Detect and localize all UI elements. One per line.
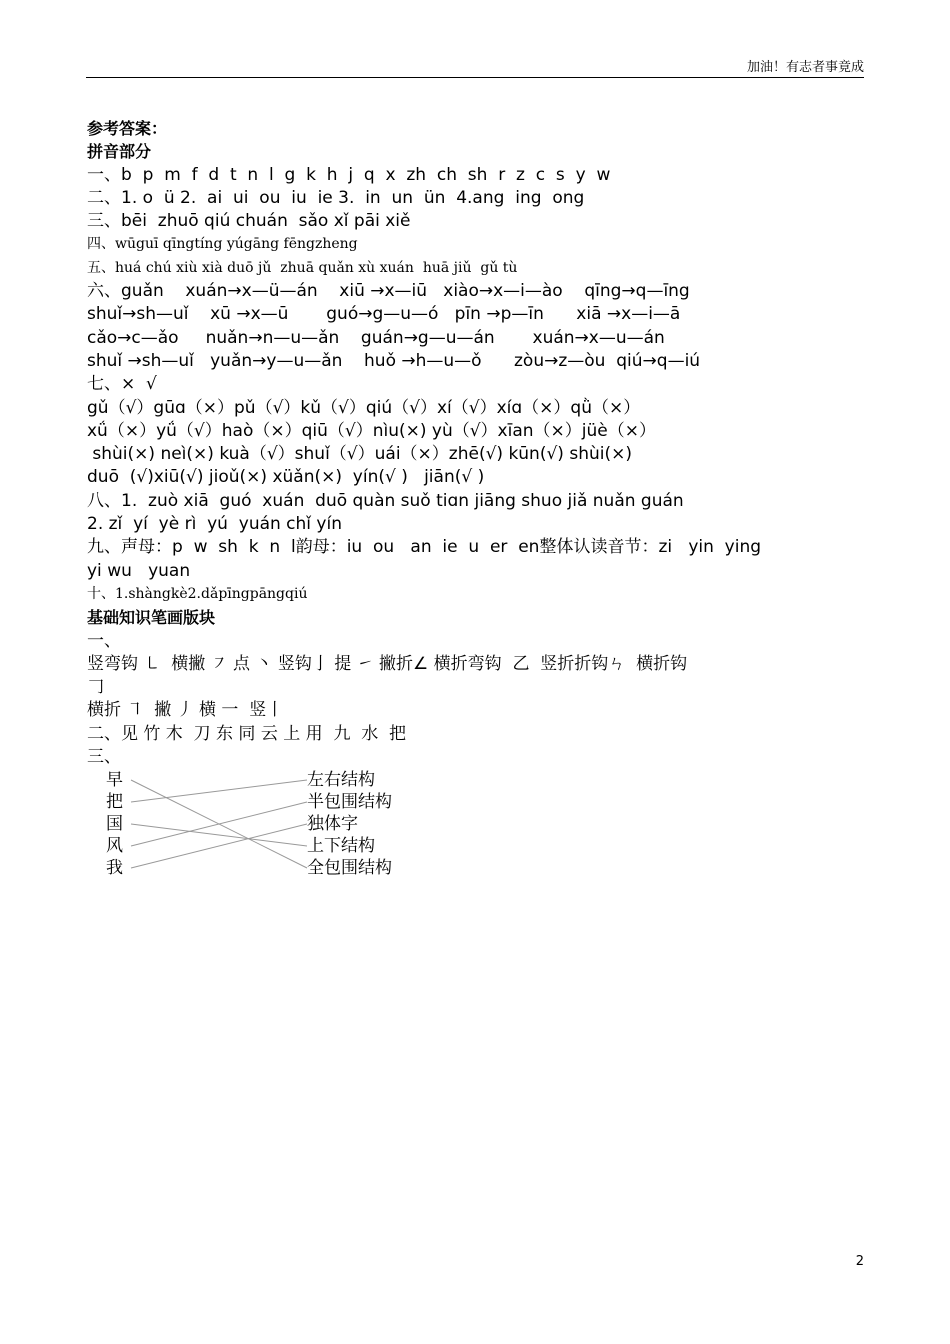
answer-line: 四、wūguī qīngtíng yúgāng fēngzheng xyxy=(87,236,358,253)
answer-line: 二、1. o ü 2. ai ui ou iu ie 3. in un ün 4.ang ing ong xyxy=(87,187,585,208)
match-character: 国 xyxy=(106,814,123,835)
section-heading-pinyin: 拼音部分 xyxy=(87,142,152,162)
matching-lines xyxy=(87,769,327,879)
answer-line: xǘ（×）yǘ（√）haò（×）qiū（√）nìu(×) yù（√）xīan（×）jüè（×） xyxy=(87,420,656,441)
answer-line: gǔ（√）gūɑ（×）pǔ（√）kǔ（√）qiú（√）xí（√）xíɑ（×）qǜ（×） xyxy=(87,397,641,418)
section-title: 参考答案： xyxy=(87,119,168,138)
structure-column xyxy=(307,769,392,879)
answer-line: cǎo→c—ǎo nuǎn→n—u—ǎn guán→g—u—án xuán→x—u—án xyxy=(87,327,665,348)
match-line xyxy=(131,824,307,868)
answer-line: 2. zǐ yí yè rì yú yuán chǐ yín xyxy=(87,514,342,535)
answer-line: 二、见 竹 木 刀 东 同 云 上 用 九 水 把 xyxy=(87,723,407,744)
answer-line: 一、b p m f d t n l g k h j q x zh ch sh r z c s y w xyxy=(87,164,611,185)
match-structure: 半包围结构 xyxy=(307,792,392,813)
match-structure: 上下结构 xyxy=(307,836,375,857)
answer-line: shuǐ→sh—uǐ xū →x—ū guó→g—u—ó pīn →p—īn xiā →x—i—ā xyxy=(87,304,681,325)
answer-line: 七、× √ xyxy=(87,374,157,395)
answer-line: shùi(×) neì(×) kuà（√）shuǐ（√）uái（×）zhē(√) kūn(√) shùi(×) xyxy=(87,444,632,465)
answer-line: duō (√)xiū(√) jioǔ(×) xüǎn(×) yín(√ ) jiān(√ ) xyxy=(87,467,485,488)
match-line xyxy=(131,824,307,846)
match-character: 我 xyxy=(106,858,123,879)
answer-line: 八、1. zuò xiā guó xuán duō quàn suǒ tiɑn jiāng shuo jiǎ nuǎn guán xyxy=(87,490,684,511)
match-character: 把 xyxy=(106,792,123,813)
matching-exercise xyxy=(87,769,867,879)
match-structure: 全包围结构 xyxy=(307,858,392,879)
answer-line: 𠃌 xyxy=(87,677,104,698)
match-structure: 左右结构 xyxy=(307,770,375,791)
answer-line: 九、声母：p w sh k n l韵母：iu ou an ie u er en整体认读音节：zi yin ying xyxy=(87,537,762,558)
answer-line: shuǐ →sh—uǐ yuǎn→y—u—ǎn huǒ →h—u—ǒ zòu→z—òu qiú→q—iú xyxy=(87,350,701,371)
answer-line: 十、1.shàngkè2.dǎpīngpāngqiú xyxy=(87,585,308,602)
section-heading-strokes: 基础知识笔画版块 xyxy=(87,608,216,628)
answer-line: 五、huá chú xiù xià duō jǔ zhuā quǎn xù xuán huā jiǔ gǔ tù xyxy=(87,259,518,276)
answer-line: 竖弯钩 ㇄ 横撇 ㇇ 点 丶 竖钩亅 提 ㇀ 撇折∠ 横折弯钩 乙 竖折折钩ㄣ 横折钩 xyxy=(87,653,688,674)
character-column xyxy=(106,769,123,879)
match-line xyxy=(131,802,307,846)
answer-line: 三、bēi zhuō qiú chuán sǎo xǐ pāi xiě xyxy=(87,211,411,232)
header-divider xyxy=(86,77,864,78)
match-character: 风 xyxy=(106,836,123,857)
answer-line: 横折 ㇕ 撇 丿 横 一 竖丨 xyxy=(87,700,284,721)
answer-line: 三、 xyxy=(87,747,121,768)
page-number: 2 xyxy=(855,1254,864,1269)
match-line xyxy=(131,780,307,802)
answer-line: yi wu yuan xyxy=(87,560,191,581)
answer-line: 六、guǎn xuán→x—ü—án xiū →x—iū xiào→x—i—ào qīng→q—īng xyxy=(87,281,690,302)
match-character: 早 xyxy=(106,770,123,791)
match-structure: 独体字 xyxy=(307,814,358,835)
answer-content xyxy=(87,117,867,879)
page-header: 加油！有志者事竟成 xyxy=(746,60,864,75)
answer-line: 一、 xyxy=(87,630,121,651)
